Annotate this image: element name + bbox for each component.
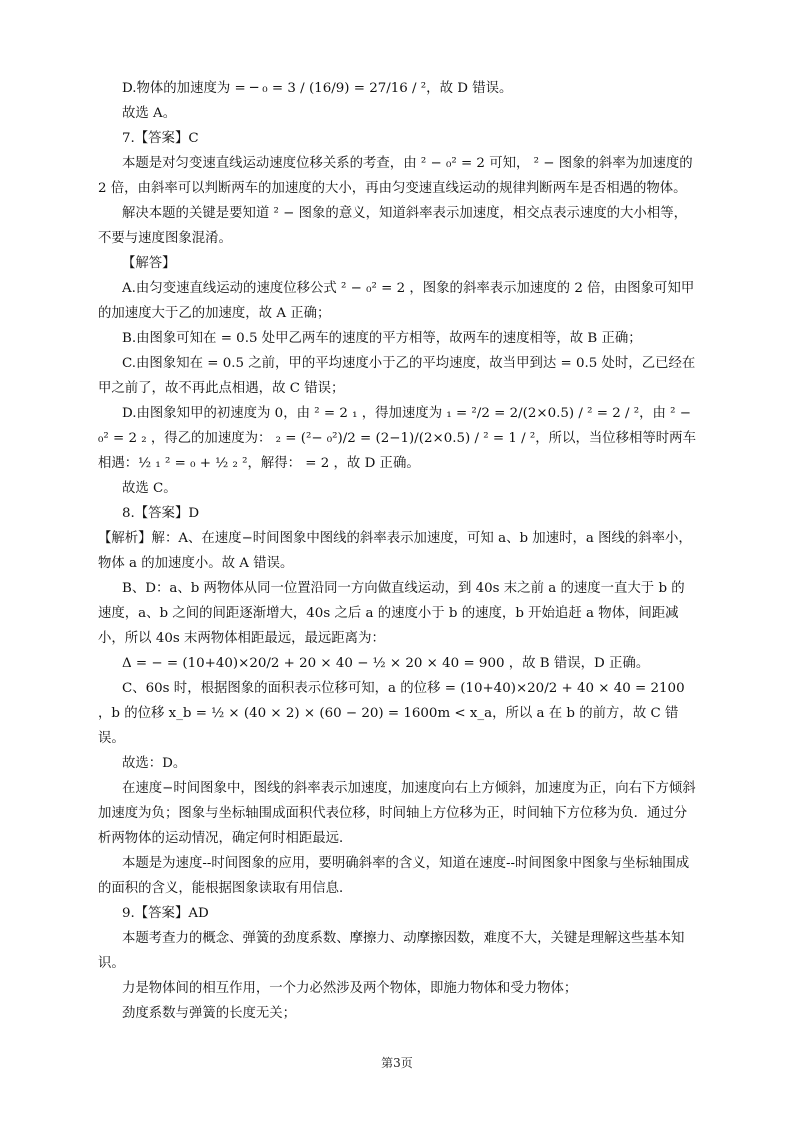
paragraph-2: 故选 A。 <box>122 106 177 121</box>
paragraph-6: 故选：D。 <box>122 756 187 771</box>
solution-heading: 【解答】 <box>122 256 176 271</box>
option-a: A.由匀变速直线运动的速度位移公式 ² − ₀² = 2 ，图象的斜率表示加速度的 2 倍，由图象可知甲的加速度大于乙的加速度，故 A 正确； <box>98 281 695 321</box>
analysis-8a: 【解析】解：A、在速度−时间图象中图线的斜率表示加速度，可知 a、b 加速时，a 图线的斜率小，物体 a 的加速度小。故 A 错误。 <box>98 531 692 571</box>
answer-7-heading: 7.【答案】C <box>122 131 199 146</box>
paragraph-1: D.物体的加速度为 = ─ ₀ = 3 / (16/9) = 27/16 / ²，故 D 错误。 <box>122 81 513 96</box>
paragraph-11: 劲度系数与弹簧的长度无关； <box>122 1006 297 1021</box>
paragraph-4: 解决本题的关键是要知道 ² − 图象的意义，知道斜率表示加速度，相交点表示速度的大小相等，不要与速度图象混淆。 <box>98 206 687 246</box>
answer-9-heading: 9.【答案】AD <box>122 906 209 921</box>
option-d: D.由图象知甲的初速度为 0，由 ² = 2 ₁ ，得加速度为 ₁ = ²/2 = 2/(2×0.5) / ² = 2 / ²，由 ² − ₀² = 2 ₂ ，得乙的加速度为： ₂ = (²− ₀²)/2 = (2−1)/(2×0.5) / ² = 1 / ²，所以，当位移相等时两车相遇：½ ₁ ² = ₀ + ½ ₂ ²，解得： = 2 ，故 D 正确。 <box>98 406 696 471</box>
paragraph-10: 力是物体间的相互作用，一个力必然涉及两个物体，即施力物体和受力物体； <box>122 981 578 996</box>
document-body <box>98 76 698 1026</box>
answer-8-heading: 8.【答案】D <box>122 506 200 521</box>
analysis-8bd: B、D：a、b 两物体从同一位置沿同一方向做直线运动，到 40s 末之前 a 的速度一直大于 b 的速度，a、b 之间的间距逐渐增大，40s 之后 a 的速度小于 b 的速度，b 开始追赶 a 物体，间距减小，所以 40s 末两物体相距最远，最远距离为： <box>98 581 685 646</box>
option-b: B.由图象可知在 = 0.5 处甲乙两车的速度的平方相等，故两车的速度相等，故 B 正确； <box>122 331 642 346</box>
option-c: C.由图象知在 = 0.5 之前，甲的平均速度小于乙的平均速度，故当甲到达 = 0.5 处时，乙已经在甲之前了，故不再此点相遇，故 C 错误； <box>98 356 696 396</box>
paragraph-7: 在速度−时间图象中，图线的斜率表示加速度，加速度向右上方倾斜，加速度为正，向右下方倾斜加速度为负；图象与坐标轴围成面积代表位移，时间轴上方位移为正，时间轴下方位移为负．通过分析两物体的运动情况，确定何时相距最远． <box>98 781 696 846</box>
paragraph-5: 故选 C。 <box>122 481 177 496</box>
page-number: 第3页 <box>381 1056 413 1070</box>
equation-distance: Δ = − = (10+40)×20/2 + 20 × 40 − ½ × 20 × 40 = 900 ，故 B 错误，D 正确。 <box>122 656 650 671</box>
paragraph-8: 本题是为速度--时间图象的应用，要明确斜率的含义，知道在速度--时间图象中图象与坐标轴围成的面积的含义，能根据图象读取有用信息． <box>98 856 690 896</box>
paragraph-3: 本题是对匀变速直线运动速度位移关系的考查，由 ² − ₀² = 2 可知， ² − 图象的斜率为加速度的 2 倍，由斜率可以判断两车的加速度的大小，再由匀变速直线运动的规律判断两车是否相遇的物体。 <box>98 156 693 196</box>
paragraph-9: 本题考查力的概念、弹簧的劲度系数、摩擦力、动摩擦因数，难度不大，关键是理解这些基本知识。 <box>98 931 685 971</box>
analysis-8c: C、60s 时，根据图象的面积表示位移可知，a 的位移 = (10+40)×20/2 + 40 × 40 = 2100 ，b 的位移 x_b = ½ × (40 × 2) × (60 − 20) = 1600m < x_a，所以 a 在 b 的前方，故 C 错误。 <box>98 681 685 746</box>
